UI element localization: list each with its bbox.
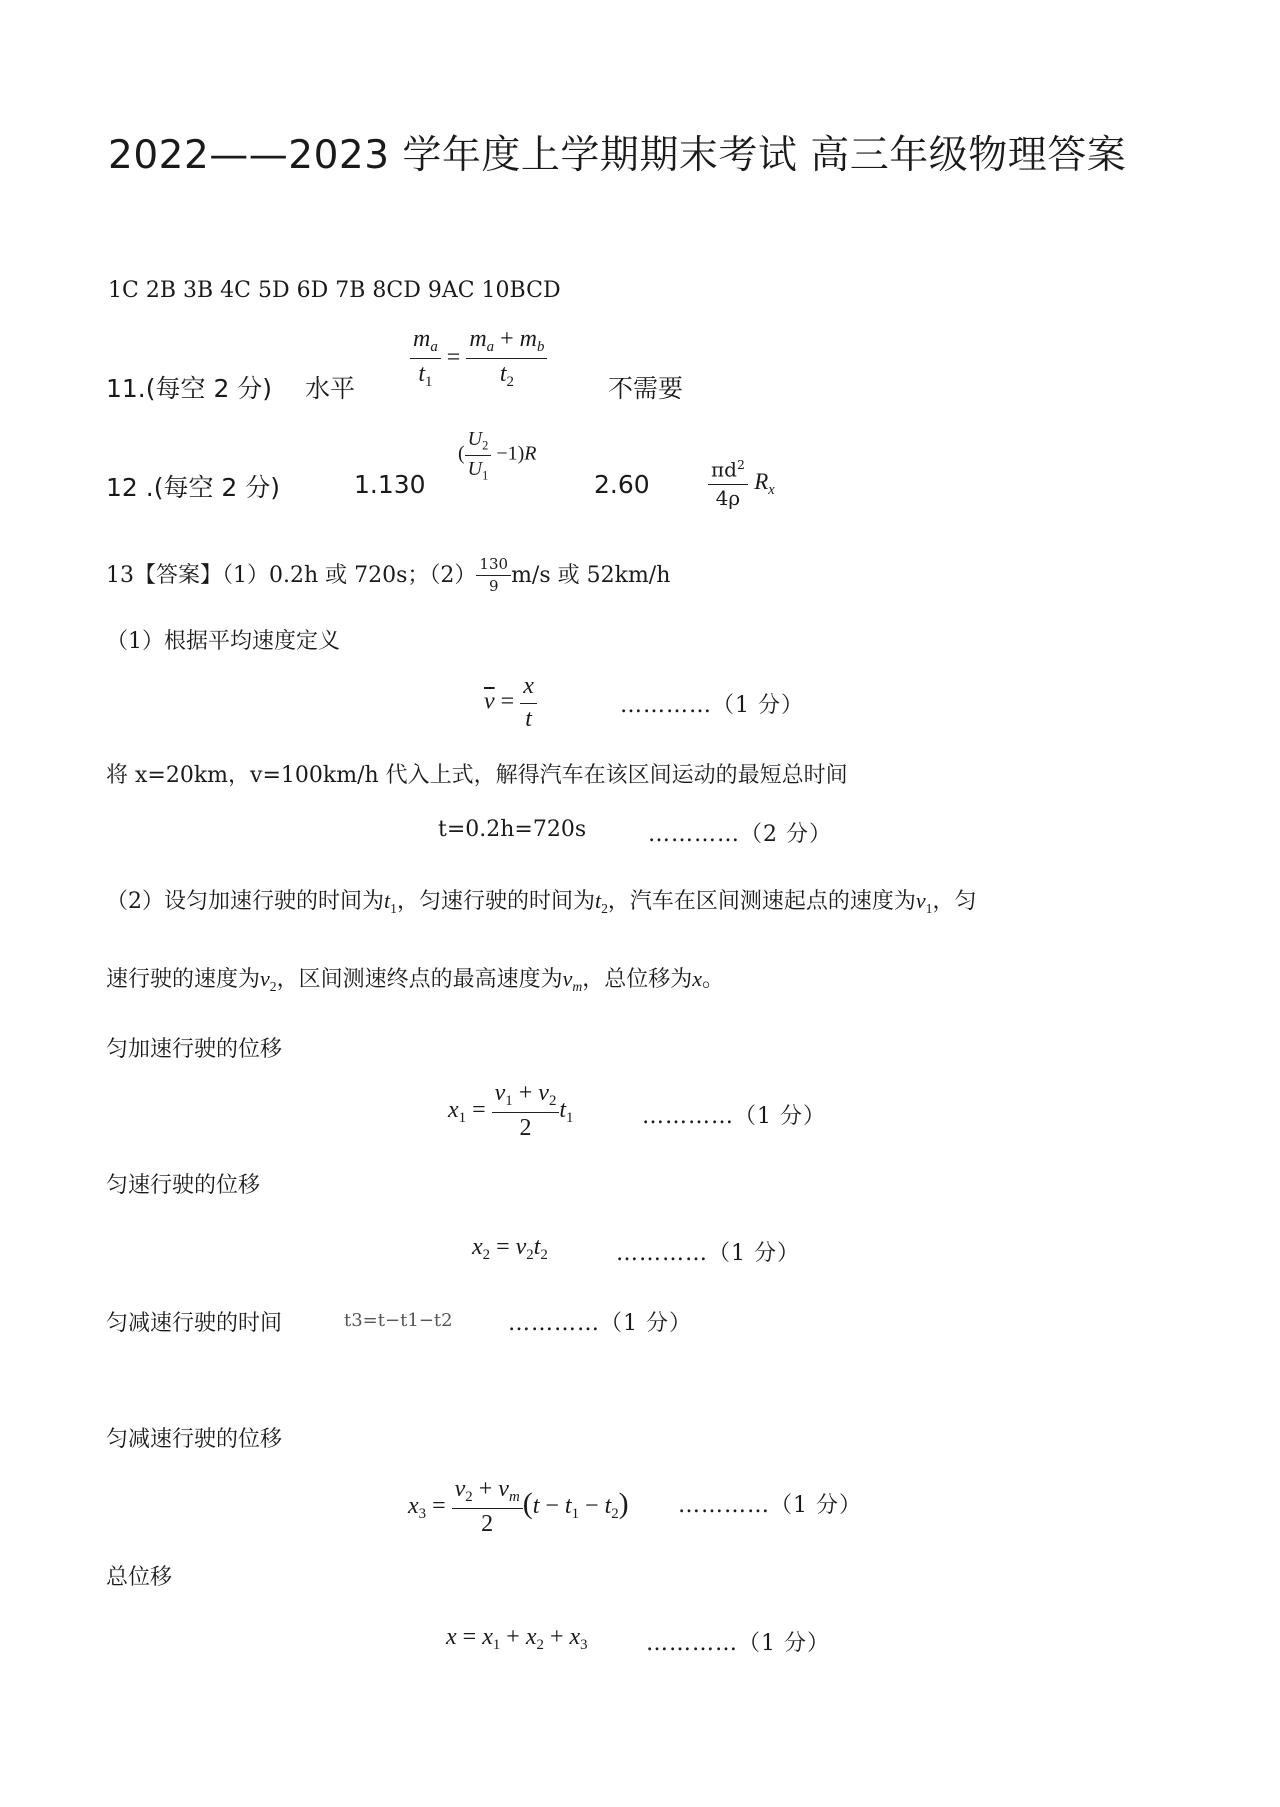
q13-answer-frac-den: 9 bbox=[488, 577, 499, 596]
q12-label: 12 .(每空 2 分) bbox=[106, 473, 281, 502]
q13-score-6: …………（1 分） bbox=[678, 1493, 862, 1518]
q13-p4a: 速行驶的速度为 bbox=[106, 967, 261, 992]
q13-score-3: …………（1 分） bbox=[642, 1104, 826, 1129]
q12-answer-4-formula: $\frac{\pi d^2}{4\rho}$ $R_x$ bbox=[708, 458, 775, 510]
q13-uniform-displacement-label: 匀速行驶的位移 bbox=[106, 1173, 261, 1198]
q11-answer-3: 不需要 bbox=[608, 374, 684, 403]
q13-p4c: ，总位移为 bbox=[582, 967, 693, 992]
q13-score-2: …………（2 分） bbox=[648, 822, 832, 847]
q13-answer-tail: m/s 或 52km/h bbox=[511, 562, 671, 588]
q12-answer-3: 2.60 bbox=[594, 470, 650, 499]
q13-eq6-formula: $x_3$ = $\frac{v_2 + v_m}{2}$ $(t - t_1 - t_2)$ bbox=[408, 1476, 629, 1538]
q13-eq3-formula: $x_1$ = $\frac{v_1 + v_2}{2}$ $t_1$ bbox=[448, 1080, 574, 1142]
q13-eq5: t3=t−t1−t2 bbox=[344, 1310, 453, 1331]
page-title: 2022——2023 学年度上学期期末考试 高三年级物理答案 bbox=[108, 133, 1127, 178]
q11-label: 11.(每空 2 分) bbox=[106, 374, 273, 403]
q13-part2-setup-line2: 速行驶的速度为$v_2$，区间测速终点的最高速度为$v_m$，总位移为x。 bbox=[106, 966, 725, 994]
q13-answer-line bbox=[106, 556, 670, 596]
q13-score-5: …………（1 分） bbox=[508, 1311, 692, 1336]
choice-answers: 1C 2B 3B 4C 5D 6D 7B 8CD 9AC 10BCD bbox=[108, 278, 561, 303]
q13-total-displacement-label: 总位移 bbox=[106, 1565, 173, 1590]
q13-eq2: t=0.2h=720s bbox=[438, 817, 587, 842]
q13-decel-displacement-label: 匀减速行驶的位移 bbox=[106, 1427, 283, 1452]
q13-p4b: ，区间测速终点的最高速度为 bbox=[276, 967, 563, 992]
q13-answer-head: 13【答案】（1）0.2h 或 720s；（2） bbox=[106, 562, 477, 588]
q13-p3a: （2）设匀加速行驶的时间为 bbox=[106, 889, 384, 914]
q13-answer-frac-num: 130 bbox=[476, 556, 511, 576]
q13-p3d: ，匀 bbox=[932, 889, 977, 914]
q13-p4d: 。 bbox=[702, 967, 725, 992]
q13-part2-setup-line1: （2）设匀加速行驶的时间为$t_1$，匀速行驶的时间为$t_2$，汽车在区间测速起点的速度为$v_1$，匀 bbox=[106, 888, 977, 916]
q11-answer-1: 水平 bbox=[305, 374, 356, 403]
q13-eq4-formula: $x_2 = v_2t_2$ bbox=[472, 1234, 548, 1264]
q13-substitution-text: 将 x=20km，v=100km/h 代入上式，解得汽车在该区间运动的最短总时间 bbox=[106, 763, 848, 788]
q13-eq1-formula: $\overline{v}$ = $\frac{x}{t}$ bbox=[484, 673, 537, 733]
q13-p3c: ，汽车在区间测速起点的速度为 bbox=[607, 889, 916, 914]
q13-part1-intro: （1）根据平均速度定义 bbox=[106, 629, 340, 654]
q13-score-7: …………（1 分） bbox=[646, 1631, 830, 1656]
q13-eq7-formula: $x = x_1 + x_2 + x_3$ bbox=[446, 1624, 588, 1654]
q13-score-4: …………（1 分） bbox=[616, 1241, 800, 1266]
q11-answer-2-formula: $\frac{m_a}{t_1}$ = $\frac{m_a + m_b}{t_2}$ bbox=[410, 326, 547, 392]
q13-score-1: …………（1 分） bbox=[620, 693, 804, 718]
q13-p3b: ，匀速行驶的时间为 bbox=[396, 889, 595, 914]
q12-answer-2-formula: ( $\frac{U_2}{U_1}$ −1)R bbox=[458, 428, 537, 482]
q13-decel-time-label: 匀减速行驶的时间 bbox=[106, 1311, 283, 1336]
q13-accel-displacement-label: 匀加速行驶的位移 bbox=[106, 1037, 283, 1062]
q12-answer-1: 1.130 bbox=[354, 470, 426, 499]
